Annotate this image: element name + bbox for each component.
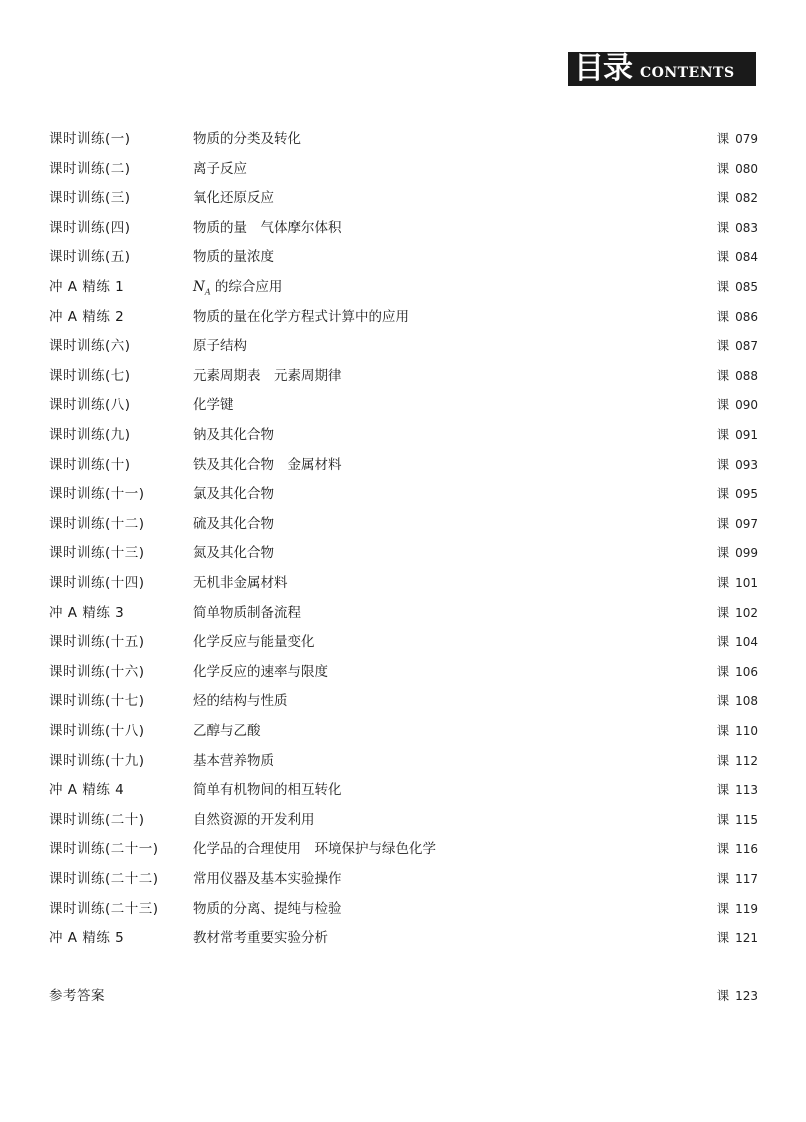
page-prefix: 课 bbox=[716, 545, 730, 561]
page-number: 112 bbox=[735, 753, 758, 768]
toc-entry-title bbox=[193, 631, 315, 653]
toc-entry-title bbox=[193, 454, 342, 476]
page-number: 101 bbox=[735, 576, 758, 590]
toc-entry-title bbox=[193, 868, 342, 890]
page-number: 093 bbox=[735, 457, 758, 472]
toc-entry[interactable] bbox=[49, 187, 758, 209]
logo-chinese-text: 目录 bbox=[574, 52, 632, 86]
toc-entry[interactable] bbox=[49, 217, 758, 239]
page-prefix: 课 bbox=[716, 634, 730, 650]
toc-entry-page bbox=[717, 898, 758, 920]
toc-entry-title-text: 化学反应与能量变化 bbox=[193, 634, 315, 651]
page-prefix: 课 bbox=[716, 219, 730, 235]
toc-entry-title-text: 离子反应 bbox=[193, 160, 247, 177]
toc-entry-title bbox=[193, 927, 328, 949]
symbol-subscript: A bbox=[204, 287, 211, 297]
toc-entry-page bbox=[717, 631, 758, 653]
toc-entry-title-text: 元素周期表 元素周期律 bbox=[193, 367, 342, 384]
page-number: 090 bbox=[735, 398, 758, 413]
toc-entry-title bbox=[193, 158, 247, 180]
toc-entry[interactable] bbox=[49, 365, 758, 387]
toc-entry-label: 冲 A 精练 3 bbox=[49, 604, 125, 621]
toc-entry[interactable] bbox=[49, 927, 758, 949]
toc-entry-title-text: 原子结构 bbox=[193, 338, 247, 355]
toc-entry-title-text: 无机非金属材料 bbox=[193, 575, 288, 591]
toc-entry-title bbox=[193, 335, 247, 357]
page-prefix: 课 bbox=[716, 131, 730, 146]
page-prefix: 课 bbox=[716, 900, 730, 916]
toc-entry-page bbox=[717, 720, 758, 742]
page-number: 091 bbox=[735, 428, 758, 442]
toc-entry[interactable] bbox=[49, 720, 758, 742]
toc-entry-label: 课时训练(十六) bbox=[49, 663, 145, 680]
toc-entry[interactable] bbox=[49, 128, 758, 150]
toc-entry-title-text: 物质的量浓度 bbox=[193, 249, 274, 266]
page-prefix: 课 bbox=[716, 811, 730, 827]
toc-entry-title-text: 的综合应用 bbox=[210, 279, 283, 295]
toc-entry-page bbox=[717, 513, 758, 535]
toc-entry[interactable] bbox=[49, 602, 758, 624]
toc-entry-page bbox=[717, 868, 758, 890]
avogadro-symbol bbox=[193, 279, 211, 295]
toc-entry-label: 课时训练(二十二) bbox=[49, 871, 159, 887]
page-number: 085 bbox=[735, 280, 758, 294]
page-number: 079 bbox=[735, 132, 758, 146]
toc-entry-title bbox=[193, 898, 342, 920]
toc-entry-label: 课时训练(五) bbox=[49, 249, 131, 266]
toc-entry-title-text: 钠及其化合物 bbox=[193, 427, 274, 443]
toc-entry-title bbox=[193, 187, 274, 209]
toc-entry-page bbox=[717, 985, 758, 1007]
page-number: 121 bbox=[735, 931, 758, 946]
page-number: 087 bbox=[735, 339, 758, 354]
toc-entry-label: 课时训练(七) bbox=[49, 367, 131, 384]
toc-entry-page bbox=[717, 779, 758, 801]
page-prefix: 课 bbox=[716, 871, 730, 886]
toc-entry-title-text: 硫及其化合物 bbox=[193, 515, 274, 532]
page-number: 113 bbox=[735, 783, 758, 798]
page-number: 082 bbox=[735, 191, 758, 206]
toc-entry-label: 课时训练(十四) bbox=[49, 575, 145, 591]
contents-logo bbox=[568, 52, 756, 86]
toc-entry-title-text: 氮及其化合物 bbox=[193, 545, 274, 562]
page-prefix: 课 bbox=[716, 723, 730, 738]
toc-entry-label: 课时训练(二十三) bbox=[49, 900, 159, 917]
toc-entry[interactable] bbox=[49, 809, 758, 831]
page-prefix: 课 bbox=[716, 397, 730, 413]
toc-entry-label: 课时训练(九) bbox=[49, 427, 131, 443]
page-prefix: 课 bbox=[716, 841, 730, 857]
page-number: 106 bbox=[735, 664, 758, 679]
toc-entry-label: 课时训练(八) bbox=[49, 397, 131, 414]
page-number: 123 bbox=[735, 989, 758, 1003]
toc-entry[interactable] bbox=[49, 424, 758, 446]
toc-entry-label: 参考答案 bbox=[49, 988, 105, 1004]
page-prefix: 课 bbox=[716, 308, 730, 324]
toc-entry-page bbox=[717, 602, 758, 624]
toc-entry[interactable] bbox=[49, 158, 758, 180]
toc-entry-title-text: 氧化还原反应 bbox=[193, 190, 274, 207]
toc-entry-title bbox=[193, 365, 342, 387]
toc-entry[interactable] bbox=[49, 572, 758, 594]
page-prefix: 课 bbox=[716, 486, 730, 502]
toc-entry-title-text: 化学键 bbox=[193, 397, 234, 414]
page-number: 110 bbox=[735, 724, 758, 738]
page-prefix: 课 bbox=[716, 367, 730, 383]
page-number: 088 bbox=[735, 368, 758, 383]
toc-entry[interactable] bbox=[49, 750, 758, 772]
toc-entry-label: 课时训练(十) bbox=[49, 456, 131, 473]
toc-entry-title bbox=[193, 424, 274, 446]
toc-entry-label: 冲 A 精练 2 bbox=[49, 308, 125, 325]
toc-entry-page bbox=[717, 187, 758, 209]
toc-entry-title bbox=[193, 128, 301, 150]
toc-entry[interactable] bbox=[49, 542, 758, 564]
page-number: 097 bbox=[735, 516, 758, 531]
toc-entry-title-text: 简单物质制备流程 bbox=[193, 604, 301, 621]
page-prefix: 课 bbox=[716, 930, 730, 946]
toc-entry-title bbox=[193, 602, 301, 624]
toc-entry[interactable] bbox=[49, 276, 758, 298]
toc-entry-title bbox=[193, 838, 436, 860]
toc-entry-label: 课时训练(十九) bbox=[49, 752, 145, 769]
toc-entry-title-text: 乙醇与乙酸 bbox=[193, 723, 261, 739]
toc-entry-title bbox=[193, 809, 315, 831]
page-number: 104 bbox=[735, 635, 758, 650]
page-number: 083 bbox=[735, 220, 758, 235]
toc-entry-title bbox=[193, 779, 342, 801]
toc-entry-page bbox=[717, 246, 758, 268]
page-prefix: 课 bbox=[716, 279, 730, 294]
toc-entry-title bbox=[193, 513, 274, 535]
toc-entry-title bbox=[193, 276, 282, 304]
page-number: 116 bbox=[735, 842, 758, 857]
toc-entry-page bbox=[717, 217, 758, 239]
toc-entry[interactable] bbox=[49, 306, 758, 328]
page-number: 108 bbox=[735, 694, 758, 709]
logo-english-text: CONTENTS bbox=[640, 65, 735, 81]
toc-entry-label: 课时训练(二十) bbox=[49, 811, 145, 828]
toc-entry[interactable] bbox=[49, 246, 758, 268]
toc-entry-label: 冲 A 精练 1 bbox=[49, 279, 125, 295]
toc-entry-title bbox=[193, 246, 274, 268]
toc-entry-label: 课时训练(十七) bbox=[49, 693, 145, 710]
page-number: 117 bbox=[735, 872, 758, 886]
page-prefix: 课 bbox=[716, 663, 730, 679]
toc-entry-page bbox=[717, 750, 758, 772]
toc-entry-page bbox=[717, 542, 758, 564]
toc-entry-answers[interactable] bbox=[49, 985, 758, 1007]
toc-entry-page bbox=[717, 572, 758, 594]
toc-entry-title bbox=[193, 690, 288, 712]
toc-entry-title bbox=[193, 394, 234, 416]
page-number: 084 bbox=[735, 250, 758, 265]
toc-entry-title bbox=[193, 572, 288, 594]
toc-entry-title-text: 简单有机物间的相互转化 bbox=[193, 782, 342, 799]
toc-entry-title-text: 自然资源的开发利用 bbox=[193, 811, 315, 828]
page-prefix: 课 bbox=[716, 249, 730, 265]
page-prefix: 课 bbox=[716, 456, 730, 472]
toc-entry-page bbox=[717, 454, 758, 476]
toc-entry[interactable] bbox=[49, 483, 758, 505]
toc-entry-label: 冲 A 精练 5 bbox=[49, 930, 125, 947]
page-prefix: 课 bbox=[716, 515, 730, 531]
toc-entry-title-text: 物质的分类及转化 bbox=[193, 131, 301, 147]
symbol-main: N bbox=[193, 279, 205, 295]
page-prefix: 课 bbox=[716, 604, 730, 620]
toc-entry-label: 冲 A 精练 4 bbox=[49, 782, 125, 799]
toc-entry-title-text: 烃的结构与性质 bbox=[193, 693, 288, 710]
toc-entry-page bbox=[717, 128, 758, 150]
toc-entry-title-text: 化学品的合理使用 环境保护与绿色化学 bbox=[193, 841, 436, 858]
page-prefix: 课 bbox=[716, 752, 730, 768]
toc-entry-label: 课时训练(十八) bbox=[49, 723, 145, 739]
page-number: 086 bbox=[735, 309, 758, 324]
toc-entry-label: 课时训练(一) bbox=[49, 131, 131, 147]
toc-entry-label: 课时训练(十一) bbox=[49, 486, 145, 503]
toc-entry-title-text: 教材常考重要实验分析 bbox=[193, 930, 328, 947]
page-prefix: 课 bbox=[716, 338, 730, 354]
page-prefix: 课 bbox=[716, 782, 730, 798]
toc-entry-title bbox=[193, 750, 274, 772]
toc-entry-label: 课时训练(二) bbox=[49, 160, 131, 177]
toc-entry[interactable] bbox=[49, 335, 758, 357]
page-prefix: 课 bbox=[716, 693, 730, 709]
toc-entry-page bbox=[717, 927, 758, 949]
toc-entry-title-text: 铁及其化合物 金属材料 bbox=[193, 456, 342, 473]
toc-entry-page bbox=[717, 158, 758, 180]
toc-entry-title-text: 常用仪器及基本实验操作 bbox=[193, 871, 342, 887]
page-number: 099 bbox=[735, 546, 758, 561]
toc-entry-page bbox=[717, 394, 758, 416]
toc-entry-page bbox=[717, 335, 758, 357]
toc-entry-page bbox=[717, 809, 758, 831]
toc-entry[interactable] bbox=[49, 661, 758, 683]
page-number: 095 bbox=[735, 487, 758, 502]
toc-entry-page bbox=[717, 838, 758, 860]
toc-entry-page bbox=[717, 424, 758, 446]
toc-entry-label: 课时训练(十二) bbox=[49, 515, 145, 532]
toc-entry-title bbox=[193, 720, 261, 742]
toc-entry-page bbox=[717, 483, 758, 505]
toc-entry-label: 课时训练(十五) bbox=[49, 634, 145, 651]
page-number: 102 bbox=[735, 605, 758, 620]
toc-entry-title-text: 物质的分离、提纯与检验 bbox=[193, 900, 342, 917]
toc-entry-page bbox=[717, 690, 758, 712]
toc-entry[interactable] bbox=[49, 513, 758, 535]
page-number: 119 bbox=[735, 901, 758, 916]
toc-entry-page bbox=[717, 365, 758, 387]
toc-entry[interactable] bbox=[49, 690, 758, 712]
toc-entry-page bbox=[717, 661, 758, 683]
page-number: 115 bbox=[735, 812, 758, 827]
page-prefix: 课 bbox=[716, 427, 730, 442]
toc-entry-label: 课时训练(六) bbox=[49, 338, 131, 355]
toc-entry-title bbox=[193, 661, 328, 683]
toc-entry-page bbox=[717, 306, 758, 328]
page-prefix: 课 bbox=[716, 160, 730, 176]
toc-entry[interactable] bbox=[49, 838, 758, 860]
toc-entry-title bbox=[193, 306, 409, 328]
toc-entry-title bbox=[193, 483, 274, 505]
toc-entry[interactable] bbox=[49, 898, 758, 920]
toc-entry-title bbox=[193, 217, 342, 239]
toc-entry[interactable] bbox=[49, 631, 758, 653]
page-prefix: 课 bbox=[716, 988, 730, 1003]
toc-entry[interactable] bbox=[49, 779, 758, 801]
toc-entry-title bbox=[193, 542, 274, 564]
page-prefix: 课 bbox=[716, 190, 730, 206]
toc-entry[interactable] bbox=[49, 394, 758, 416]
page-prefix: 课 bbox=[716, 575, 730, 590]
toc-entry-page bbox=[717, 276, 758, 298]
toc-entry-title-text: 基本营养物质 bbox=[193, 752, 274, 769]
toc-entry-title-text: 物质的量在化学方程式计算中的应用 bbox=[193, 308, 409, 325]
toc-entry-label: 课时训练(四) bbox=[49, 219, 131, 236]
toc-entry-title-text: 氯及其化合物 bbox=[193, 486, 274, 503]
toc-entry-title-text: 物质的量 气体摩尔体积 bbox=[193, 219, 342, 236]
toc-entry[interactable] bbox=[49, 454, 758, 476]
toc-entry-label: 课时训练(三) bbox=[49, 190, 131, 207]
toc-entry-label: 课时训练(二十一) bbox=[49, 841, 159, 858]
toc-entry[interactable] bbox=[49, 868, 758, 890]
toc-entry-label: 课时训练(十三) bbox=[49, 545, 145, 562]
toc-entry-title-text: 化学反应的速率与限度 bbox=[193, 663, 328, 680]
page-number: 080 bbox=[735, 161, 758, 176]
